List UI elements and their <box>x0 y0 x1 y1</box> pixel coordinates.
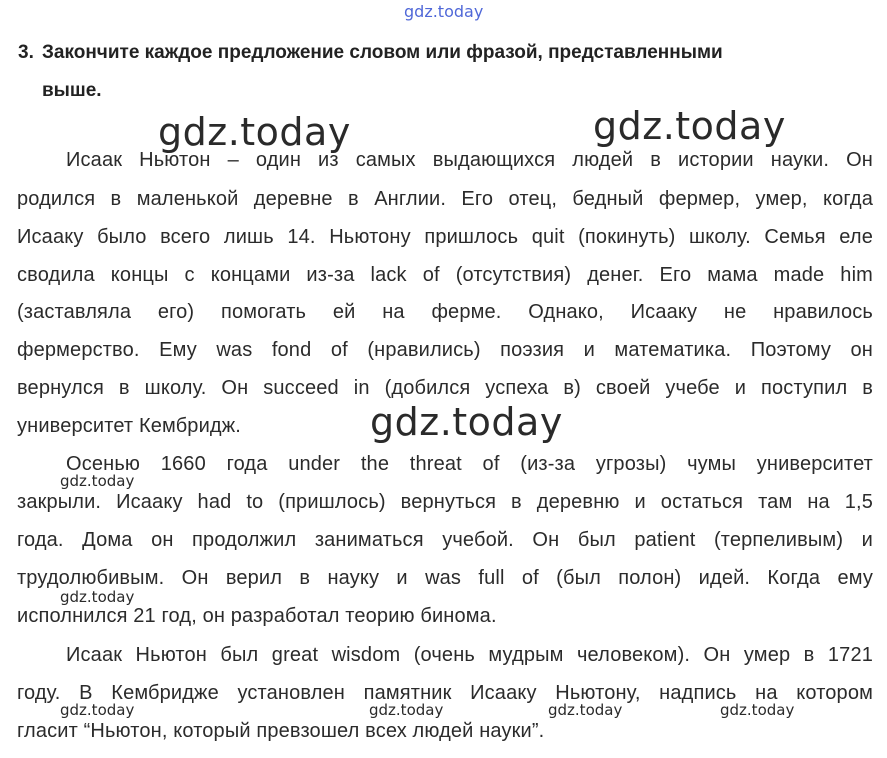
paragraph-2-line-2: закрыли. Исааку had to (пришлось) вернуться в деревню и остаться там на 1,5 <box>17 491 873 513</box>
paragraph-1-line-2: родился в маленькой деревне в Англии. Его отец, бедный фермер, умер, когда <box>17 188 873 210</box>
paragraph-1-line-7: вернулся в школу. Он succeed in (добился успеха в) своей учебе и поступил в <box>17 377 873 399</box>
watermark-large-1: gdz.today <box>158 110 351 154</box>
watermark-top: gdz.today <box>404 2 484 21</box>
watermark-small-5: gdz.today <box>548 701 623 719</box>
task-text-line-1: Закончите каждое предложение словом или фразой, представленными <box>42 42 723 63</box>
task-text-line-2: выше. <box>42 80 102 101</box>
paragraph-1-line-8: университет Кембридж. <box>17 415 241 437</box>
paragraph-1-line-3: Исааку было всего лишь 14. Ньютону пришлось quit (покинуть) школу. Семья еле <box>17 226 873 248</box>
paragraph-2-line-3: года. Дома он продолжил заниматься учебой. Он был patient (терпеливым) и <box>17 529 873 551</box>
paragraph-1-line-6: фермерство. Ему was fond of (нравились) поэзия и математика. Поэтому он <box>17 339 873 361</box>
watermark-large-3: gdz.today <box>370 400 563 444</box>
paragraph-3-line-1: Исаак Ньютон был great wisdom (очень мудрым человеком). Он умер в 1721 <box>66 644 873 666</box>
paragraph-2-line-1: Осенью 1660 года under the threat of (из-за угрозы) чумы университет <box>66 453 873 475</box>
watermark-small-2: gdz.today <box>60 588 135 606</box>
paragraph-2-line-4: трудолюбивым. Он верил в науку и was full of (был полон) идей. Когда ему <box>17 567 873 589</box>
watermark-small-3: gdz.today <box>60 701 135 719</box>
watermark-small-4: gdz.today <box>369 701 444 719</box>
paragraph-1-line-1: Исаак Ньютон – один из самых выдающихся людей в истории науки. Он <box>66 149 873 171</box>
watermark-small-1: gdz.today <box>60 472 135 490</box>
paragraph-2-line-5: исполнился 21 год, он разработал теорию бинома. <box>17 605 497 627</box>
watermark-small-6: gdz.today <box>720 701 795 719</box>
paragraph-3-line-3: гласит “Ньютон, который превзошел всех людей науки”. <box>17 720 545 742</box>
watermark-large-2: gdz.today <box>593 104 786 148</box>
paragraph-1-line-5: (заставляла его) помогать ей на ферме. Однако, Исааку не нравилось <box>17 301 873 323</box>
paragraph-1-line-4: сводила концы с концами из-за lack of (отсутствия) денег. Его мама made him <box>17 264 873 286</box>
task-number: 3. <box>18 42 34 63</box>
paragraph-3-line-2: году. В Кембридже установлен памятник Исааку Ньютону, надпись на котором <box>17 682 873 704</box>
